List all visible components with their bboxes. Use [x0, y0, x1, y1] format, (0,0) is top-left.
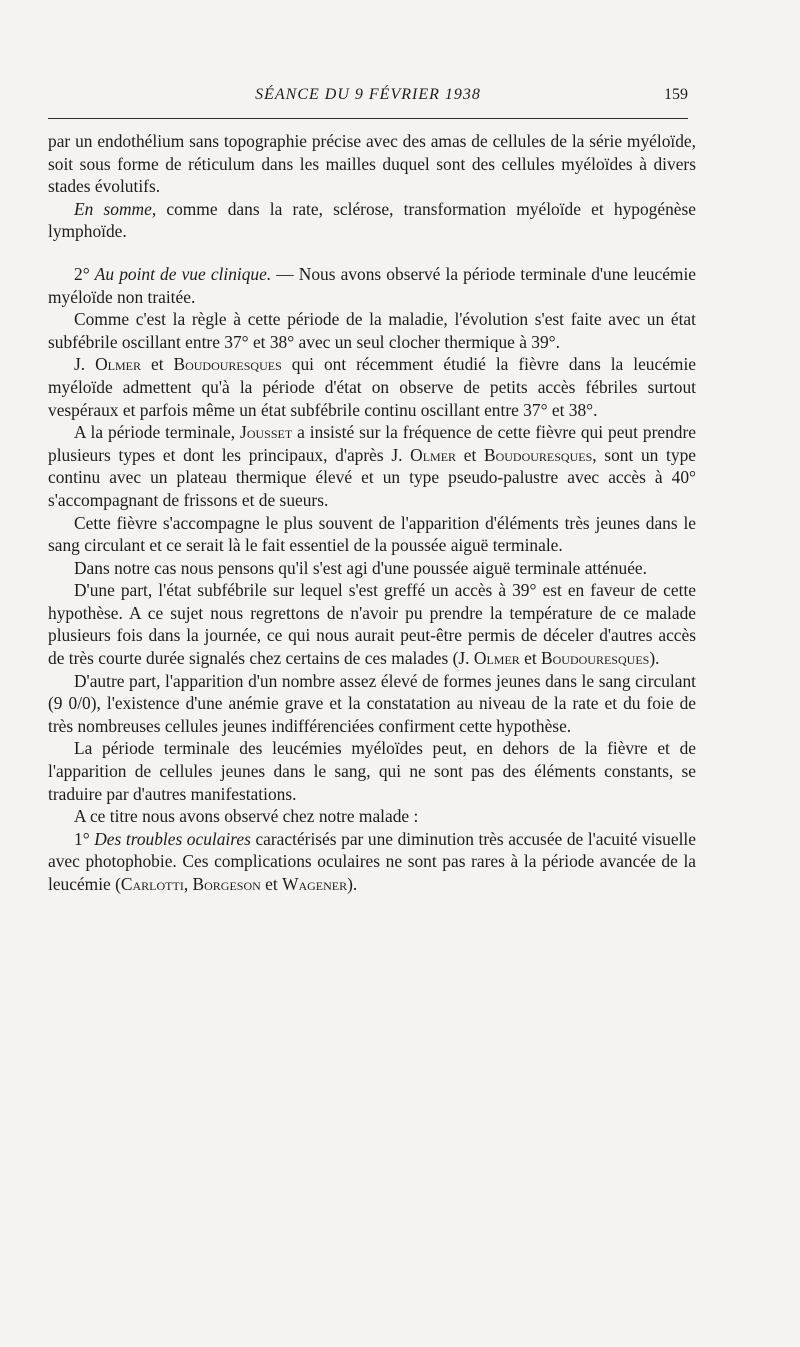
text-run: et: [260, 874, 283, 894]
paragraph-13: [48, 828, 696, 896]
text-run: caractérisés par une diminution très accusée de l'acuité visuelle avec photophobie. Ces complications oculaires ne sont pas rares à la période avancée de la leucémie (: [48, 828, 696, 894]
item-number: 1°: [74, 828, 95, 849]
author-name: Jousset: [240, 422, 293, 443]
author-name: Olmer: [410, 444, 457, 465]
paragraph-2: [48, 198, 696, 243]
text-run: D'une part, l'état subfébrile sur lequel s'est greffé un accès à 39° est en faveur de cette hypothèse. A ce sujet nous regrettons de n'avoir pu prendre la température de ce malade plusieurs fois dans la journée, ce qui nous aurait peut-être permis de déceler d'autres accès de très courte durée signalés chez certains de ces malades (J.: [48, 580, 696, 669]
text-run: J.: [74, 354, 96, 375]
author-name: Boudouresques: [541, 648, 650, 669]
page-header: [48, 86, 688, 110]
header-rule: [48, 118, 688, 119]
text-run: A la période terminale,: [74, 422, 241, 443]
paragraph-4: Comme c'est la règle à cette période de la maladie, l'évolution s'est faite avec un état subfébrile oscillant entre 37° et 38° avec un seul clocher thermique à 39°.: [48, 309, 696, 352]
text-run: ).: [347, 874, 358, 894]
author-name: Boudouresques: [173, 354, 282, 375]
paragraph-7: Cette fièvre s'accompagne le plus souvent de l'apparition d'éléments très jeunes dans le sang circulant et ce serait là le fait essentiel de la poussée aiguë terminale.: [48, 512, 696, 556]
text-run: et: [456, 444, 484, 465]
author-name: Carlotti: [120, 874, 184, 894]
running-head: SÉANCE DU 9 FÉVRIER 1938: [255, 86, 481, 103]
author-name: Boudouresques: [483, 444, 593, 465]
section-number: 2°: [74, 263, 95, 284]
text-run: a insisté sur la fréquence de cette fièvre qui peut prendre plusieurs types et dont les principaux, d'après J.: [48, 422, 696, 465]
paragraph-5: [48, 353, 696, 421]
text-run: et: [141, 354, 174, 375]
paragraph-9: [48, 579, 696, 669]
text-run: qui ont récemment étudié la fièvre dans la leucémie myéloïde admettent qu'à la période d'état on observe de petits accès fébriles surtout vespéraux et parfois même un état subfébrile continu oscillant entre 37° et 38°.: [48, 354, 696, 420]
page-number: 159: [664, 86, 688, 103]
paragraph-12: A ce titre nous avons observé chez notre malade :: [74, 806, 419, 827]
paragraph-3-text: — Nous avons observé la période terminale d'une leucémie myéloïde non traitée.: [48, 263, 697, 307]
text-run: ,: [183, 874, 193, 894]
paragraph-11: La période terminale des leucémies myéloïdes peut, en dehors de la fièvre et de l'apparition de cellules jeunes dans le sang, qui ne sont pas des éléments constants, se traduire par d'autres manifestations.: [48, 738, 696, 804]
section-heading: Au point de vue clinique.: [94, 263, 272, 284]
body-text: [48, 130, 696, 896]
paragraph-2-lead: En somme: [74, 198, 152, 219]
paragraph-3: [48, 263, 696, 308]
paragraph-1: par un endothélium sans topographie précise avec des amas de cellules de la série myéloïde, soit sous forme de réticulum dans les mailles duquel sont des cellules myéloïdes à divers stades évolutifs.: [48, 131, 696, 197]
author-name: Borgeson: [192, 874, 261, 894]
author-name: Olmer: [95, 354, 141, 375]
text-run: , sont un type continu avec un plateau thermique élevé et un type pseudo-palustre avec accès à 40° s'accompagnant de frissons et de sueurs.: [48, 444, 696, 510]
text-run: et: [519, 648, 542, 669]
author-name: Olmer: [473, 648, 520, 669]
paragraph-2-text: , comme dans la rate, sclérose, transformation myéloïde et hypogénèse lymphoïde.: [48, 198, 696, 242]
author-name: Wagener: [282, 874, 348, 894]
paragraph-8: Dans notre cas nous pensons qu'il s'est agi d'une poussée aiguë terminale atténuée.: [74, 557, 647, 578]
item-heading: Des troubles oculaires: [94, 828, 251, 849]
text-run: ).: [649, 648, 660, 669]
paragraph-6: [48, 421, 696, 511]
paragraph-10: D'autre part, l'apparition d'un nombre assez élevé de formes jeunes dans le sang circulant (9 0/0), l'existence d'une anémie grave et la constatation au niveau de la rate et du foie de très nombreuses cellules jeunes indifférenciées confirment cette hypothèse.: [48, 670, 696, 736]
